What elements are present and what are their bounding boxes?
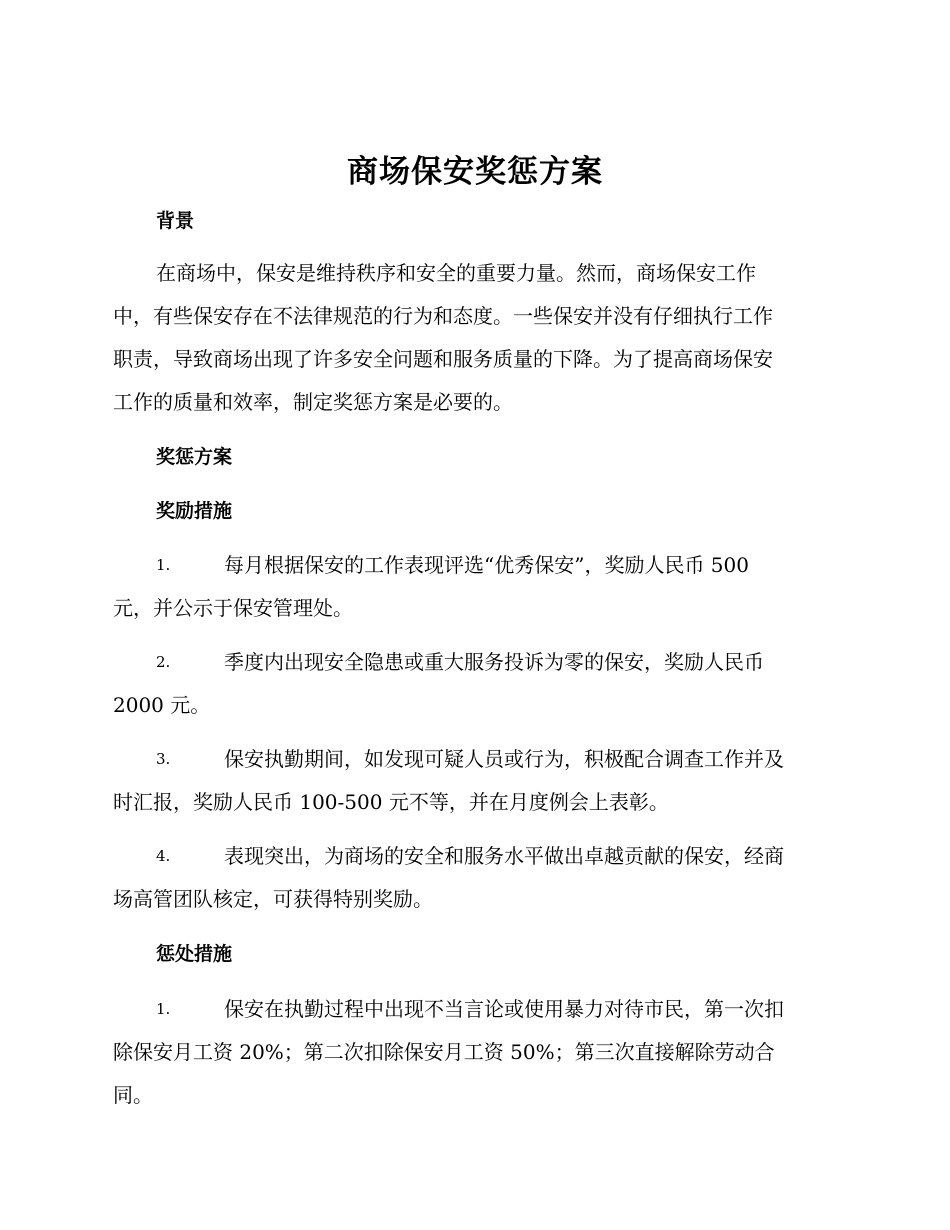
paragraph-line: 职责，导致商场出现了许多安全问题和服务质量的下降。为了提高商场保安 xyxy=(113,347,773,371)
list-number: 3. xyxy=(156,750,171,768)
reward-item-4 xyxy=(113,835,835,921)
list-number: 1. xyxy=(156,1000,171,1018)
paragraph-line: 在商场中，保安是维持秩序和安全的重要力量。然而，商场保安工作 xyxy=(156,261,756,285)
list-item-text: 时汇报，奖励人民币 100-500 元不等，并在月度例会上表彰。 xyxy=(113,790,669,814)
reward-item-2 xyxy=(113,641,835,727)
list-item-text: 表现突出，为商场的安全和服务水平做出卓越贡献的保安，经商 xyxy=(224,844,784,868)
penalty-item-1 xyxy=(113,988,835,1117)
heading-penalties: 惩处措施 xyxy=(156,943,233,965)
list-item-text: 保安执勤期间，如发现可疑人员或行为，积极配合调查工作并及 xyxy=(224,747,784,771)
list-item-text: 元，并公示于保安管理处。 xyxy=(113,596,353,620)
list-number: 1. xyxy=(156,556,171,574)
list-item-text: 每月根据保安的工作表现评选“优秀保安”，奖励人民币 500 xyxy=(224,553,749,577)
list-item-text: 保安在执勤过程中出现不当言论或使用暴力对待市民，第一次扣 xyxy=(224,997,784,1021)
list-number: 4. xyxy=(156,847,171,865)
background-paragraph xyxy=(113,252,835,424)
heading-plan: 奖惩方案 xyxy=(156,446,233,468)
list-item-text: 2000 元。 xyxy=(113,693,211,717)
paragraph-line: 中，有些保安存在不法律规范的行为和态度。一些保安并没有仔细执行工作 xyxy=(113,304,773,328)
reward-item-3 xyxy=(113,738,835,824)
list-item-text: 同。 xyxy=(113,1083,153,1107)
heading-rewards: 奖励措施 xyxy=(156,500,233,522)
list-item-text: 季度内出现安全隐患或重大服务投诉为零的保安，奖励人民币 xyxy=(224,650,764,674)
list-number: 2. xyxy=(156,653,171,671)
reward-item-1 xyxy=(113,544,835,630)
document-title: 商场保安奖惩方案 xyxy=(347,154,603,190)
paragraph-line: 工作的质量和效率，制定奖惩方案是必要的。 xyxy=(113,390,513,414)
list-item-text: 除保安月工资 20%；第二次扣除保安月工资 50%；第三次直接解除劳动合 xyxy=(113,1040,775,1064)
heading-background: 背景 xyxy=(156,210,195,232)
list-item-text: 场高管团队核定，可获得特别奖励。 xyxy=(113,887,433,911)
